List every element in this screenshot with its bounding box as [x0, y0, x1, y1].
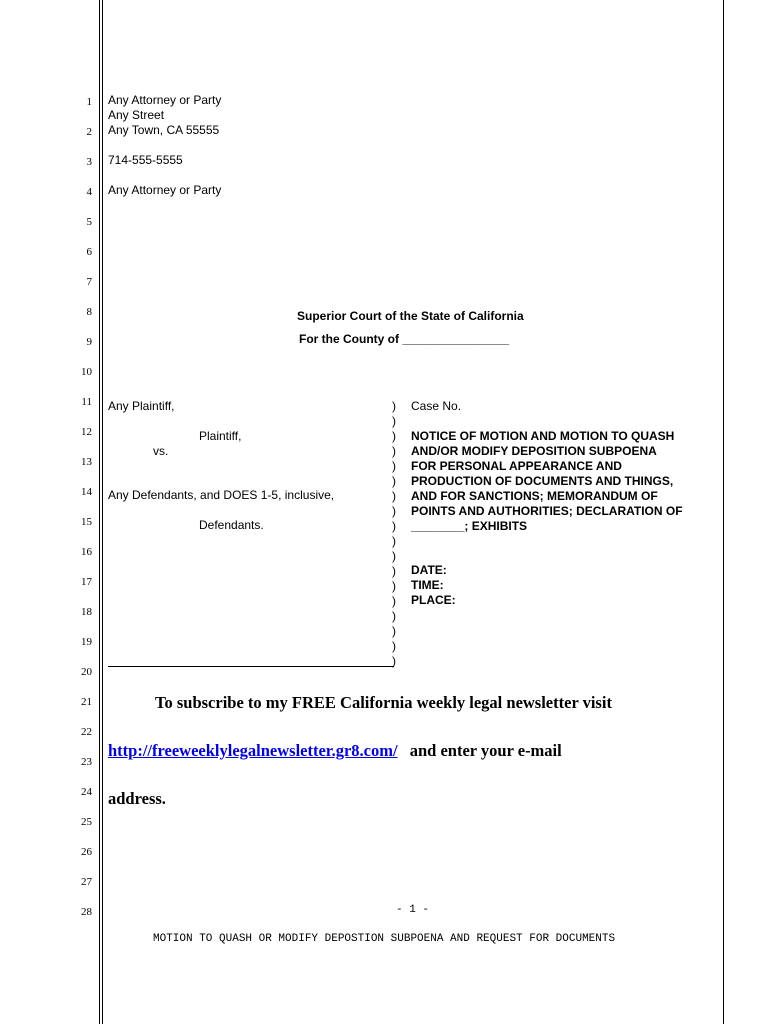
line-number: 16	[81, 546, 92, 558]
hearing-date-label: DATE:	[411, 563, 447, 577]
line-number: 8	[86, 306, 92, 318]
defendants-role: Defendants.	[199, 518, 264, 532]
divider-paren: )	[392, 519, 396, 533]
motion-title-line: AND FOR SANCTIONS; MEMORANDUM OF	[411, 489, 658, 503]
divider-paren: )	[392, 399, 396, 413]
line-number: 1	[86, 96, 92, 108]
divider-paren: )	[392, 624, 396, 638]
attorney-phone: 714-555-5555	[108, 153, 183, 167]
line-number: 10	[81, 366, 92, 378]
motion-title-line: AND/OR MODIFY DEPOSITION SUBPOENA	[411, 444, 657, 458]
line-number: 27	[81, 876, 92, 888]
line-number: 2	[86, 126, 92, 138]
left-margin-rule-outer	[99, 0, 100, 1024]
divider-paren: )	[392, 609, 396, 623]
newsletter-link[interactable]: http://freeweeklylegalnewsletter.gr8.com/	[108, 741, 398, 760]
caption-underline	[108, 666, 394, 667]
attorney-name: Any Attorney or Party	[108, 93, 222, 107]
line-number: 6	[86, 246, 92, 258]
divider-paren: )	[392, 444, 396, 458]
divider-paren: )	[392, 504, 396, 518]
page-number: - 1 -	[396, 904, 430, 916]
divider-paren: )	[392, 654, 396, 668]
line-number: 25	[81, 816, 92, 828]
newsletter-after-link: and enter your e-mail	[409, 741, 562, 760]
divider-paren: )	[392, 639, 396, 653]
court-county: For the County of ________________	[299, 332, 510, 346]
line-number: 17	[81, 576, 92, 588]
line-number: 18	[81, 606, 92, 618]
attorney-city: Any Town, CA 55555	[108, 123, 220, 137]
motion-title-line: FOR PERSONAL APPEARANCE AND	[411, 459, 622, 473]
attorney-for: Any Attorney or Party	[108, 183, 222, 197]
line-number: 13	[81, 456, 92, 468]
divider-paren: )	[392, 564, 396, 578]
line-number: 20	[81, 666, 92, 678]
left-margin-rule-inner	[102, 0, 103, 1024]
court-name: Superior Court of the State of California	[297, 309, 524, 323]
case-number-label: Case No.	[411, 399, 462, 413]
divider-paren: )	[392, 474, 396, 488]
line-number: 14	[81, 486, 92, 498]
attorney-street: Any Street	[108, 108, 165, 122]
right-margin-rule	[723, 0, 724, 1024]
line-number: 15	[81, 516, 92, 528]
divider-paren: )	[392, 459, 396, 473]
footer-title: MOTION TO QUASH OR MODIFY DEPOSTION SUBPOENA AND REQUEST FOR DOCUMENTS	[153, 933, 616, 945]
line-number: 24	[81, 786, 92, 798]
motion-title-line: ________; EXHIBITS	[411, 519, 528, 533]
line-number: 26	[81, 846, 92, 858]
divider-paren: )	[392, 489, 396, 503]
motion-title-line: PRODUCTION OF DOCUMENTS AND THINGS,	[411, 474, 674, 488]
divider-paren: )	[392, 549, 396, 563]
line-number: 28	[81, 906, 92, 918]
line-number: 23	[81, 756, 92, 768]
divider-paren: )	[392, 414, 396, 428]
newsletter-line3: address.	[108, 789, 166, 808]
motion-title-line: POINTS AND AUTHORITIES; DECLARATION OF	[411, 504, 683, 518]
line-number: 3	[86, 156, 92, 168]
versus-label: vs.	[153, 444, 169, 458]
hearing-time-label: TIME:	[411, 578, 444, 592]
newsletter-line2	[108, 741, 562, 761]
divider-paren: )	[392, 429, 396, 443]
line-number: 4	[86, 186, 92, 198]
divider-paren: )	[392, 534, 396, 548]
line-number: 9	[86, 336, 92, 348]
line-number: 21	[81, 696, 92, 708]
line-number: 19	[81, 636, 92, 648]
divider-paren: )	[392, 579, 396, 593]
line-number: 12	[81, 426, 92, 438]
motion-title-line: NOTICE OF MOTION AND MOTION TO QUASH	[411, 429, 675, 443]
plaintiff-role: Plaintiff,	[199, 429, 242, 443]
line-number: 5	[86, 216, 92, 228]
line-number: 11	[81, 396, 92, 408]
line-number: 22	[81, 726, 92, 738]
hearing-place-label: PLACE:	[411, 593, 456, 607]
divider-paren: )	[392, 594, 396, 608]
line-number: 7	[86, 276, 92, 288]
plaintiff-name: Any Plaintiff,	[108, 399, 175, 413]
defendants-name: Any Defendants, and DOES 1-5, inclusive,	[108, 488, 335, 502]
newsletter-line1: To subscribe to my FREE California weekly legal newsletter visit	[155, 693, 612, 712]
